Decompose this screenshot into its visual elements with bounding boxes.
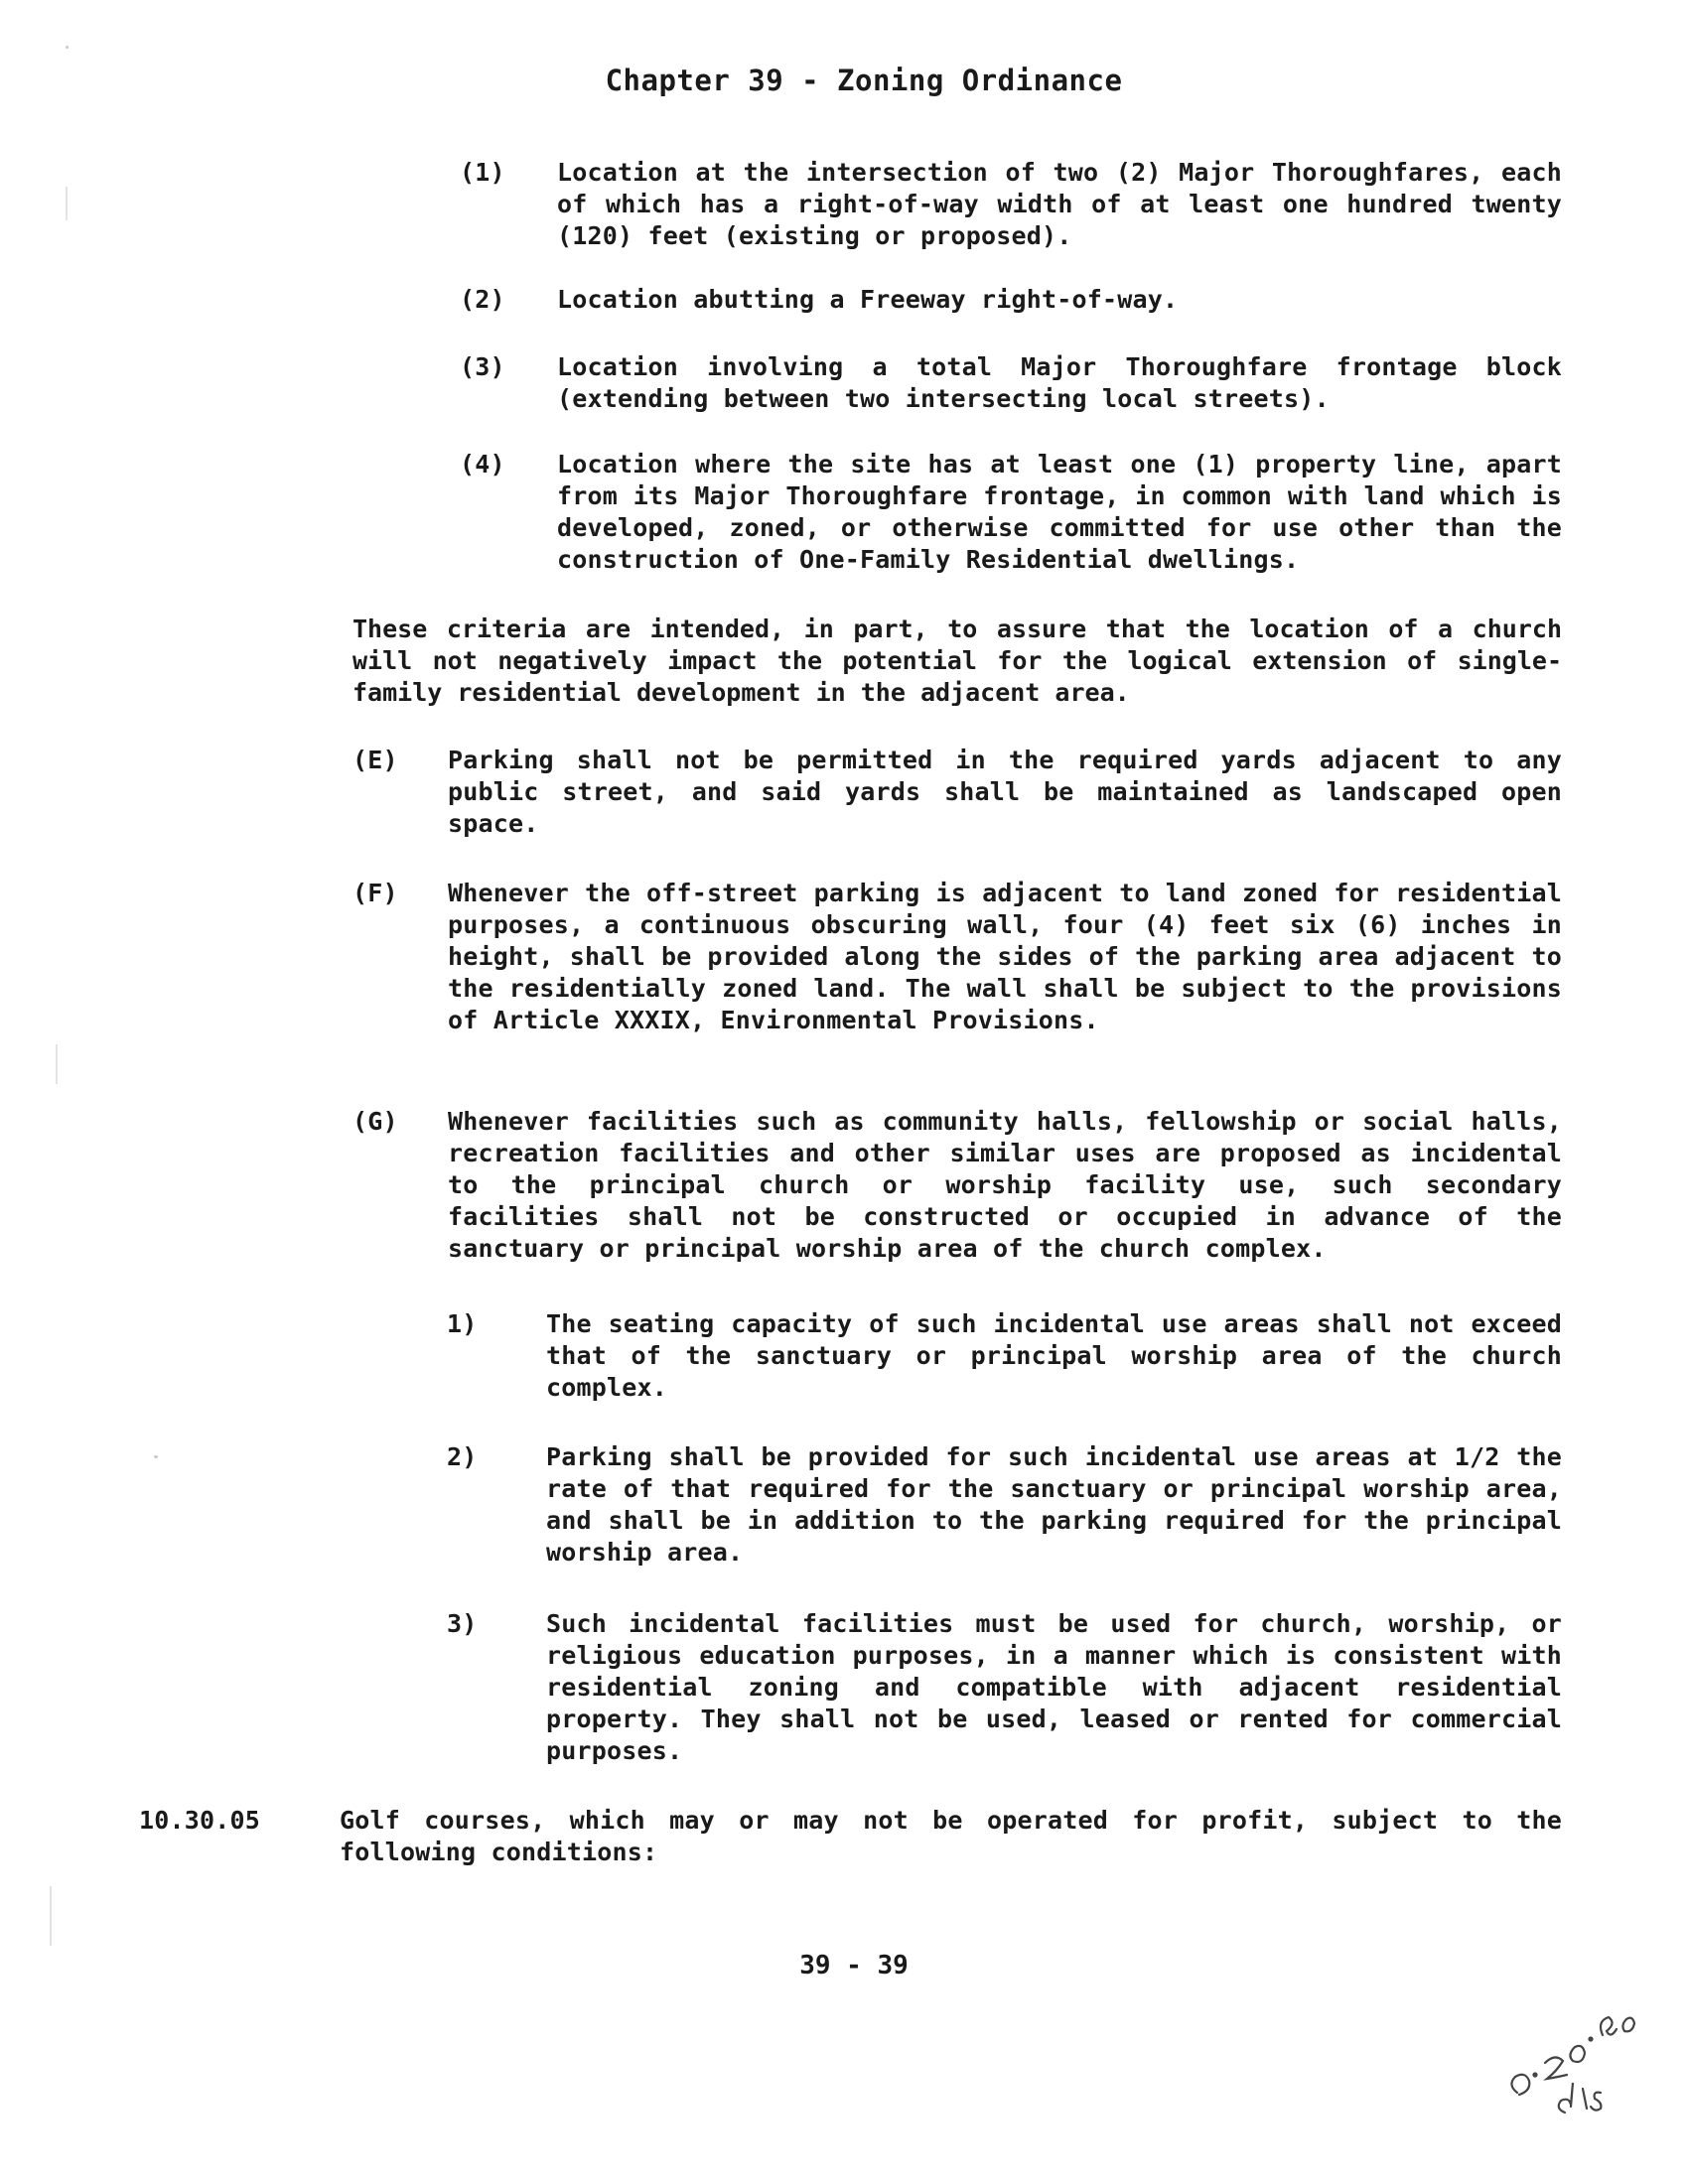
list-item-text: Whenever facilities such as community halls, fellowship or social halls, recreation facilities and other similar uses are proposed as incidental to the principal church or worship facility use, such secondary facilities shall not be constructed or occupied in advance of the sanctuary or principal worship area of the church complex.	[448, 1107, 1562, 1263]
page-header: Chapter 39 - Zoning Ordinance	[605, 64, 1123, 97]
list-item-text: Whenever the off-street parking is adjacent to land zoned for residential purposes, a continuous obscuring wall, four (4) feet six (6) inches in height, shall be provided along the sides of the parking area adjacent to the residentially zoned land. The wall shall be subject to the provisions of Article XXXIX, Environmental Provisions.	[448, 879, 1562, 1034]
list-item-number: (4)	[460, 450, 505, 478]
scan-mark	[66, 187, 68, 220]
list-item-f	[352, 878, 1562, 1072]
list-item-number: (2)	[460, 285, 505, 314]
scan-mark	[50, 1886, 52, 1946]
sub-item-text: The seating capacity of such incidental use areas shall not exceed that of the sanctuary or principal worship area of the church complex.	[546, 1309, 1562, 1402]
list-item-g	[352, 1106, 1562, 1269]
sub-item-text: Such incidental facilities must be used for church, worship, or religious education purposes, in a manner which is consistent with residential zoning and compatible with adjacent residential property. They shall not be used, leased or rented for commercial purposes.	[546, 1609, 1562, 1765]
list-item-3	[460, 351, 1562, 419]
section-10-30-05	[139, 1805, 1562, 1872]
sub-item-text: Parking shall be provided for such incidental use areas at 1/2 the rate of that required for the sanctuary or principal worship area, and shall be in addition to the parking required for the principal worship area.	[546, 1442, 1562, 1567]
scan-mark	[56, 1044, 58, 1084]
list-item-1	[460, 157, 1562, 256]
list-item-text: Location involving a total Major Thoroughfare frontage block (extending between two intersecting local streets).	[557, 352, 1562, 413]
list-item-text: Location at the intersection of two (2) Major Thoroughfares, each of which has a right-of-way width of at least one hundred twenty (120) feet (existing or proposed).	[557, 158, 1562, 250]
page-number: 39 - 39	[799, 1951, 909, 1980]
sub-item-number: 1)	[447, 1309, 478, 1338]
sub-item-number: 2)	[447, 1442, 478, 1471]
criteria-paragraph: These criteria are intended, in part, to assure that the location of a church will not negatively impact the potential for the logical extension of single-family residential development in the adjacent area.	[352, 614, 1562, 707]
sub-item-1	[447, 1308, 1562, 1408]
handwritten-note	[1499, 1976, 1668, 2124]
list-item-2	[460, 284, 1562, 320]
list-item-text: Location where the site has at least one (1) property line, apart from its Major Thoroughfare frontage, in common with land which is developed, zoned, or otherwise committed for use other than the construction of One-Family Residential dwellings.	[557, 450, 1562, 574]
list-item-number: (1)	[460, 158, 505, 187]
list-item-letter: (F)	[352, 879, 398, 907]
list-item-letter: (G)	[352, 1107, 398, 1136]
list-item-4	[460, 449, 1562, 580]
section-text: Golf courses, which may or may not be operated for profit, subject to the following conditions:	[340, 1806, 1562, 1866]
scan-speck	[66, 46, 69, 49]
list-item-number: (3)	[460, 352, 505, 381]
sub-item-number: 3)	[447, 1609, 478, 1638]
list-item-letter: (E)	[352, 746, 398, 774]
sub-item-3	[447, 1608, 1562, 1803]
sub-item-2	[447, 1441, 1562, 1572]
list-item-e	[352, 745, 1562, 844]
list-item-text: Parking shall not be permitted in the required yards adjacent to any public street, and said yards shall be maintained as landscaped open space.	[448, 746, 1562, 838]
list-item-text: Location abutting a Freeway right-of-way.	[557, 285, 1179, 314]
scan-speck	[154, 1455, 158, 1458]
section-number: 10.30.05	[139, 1806, 261, 1835]
